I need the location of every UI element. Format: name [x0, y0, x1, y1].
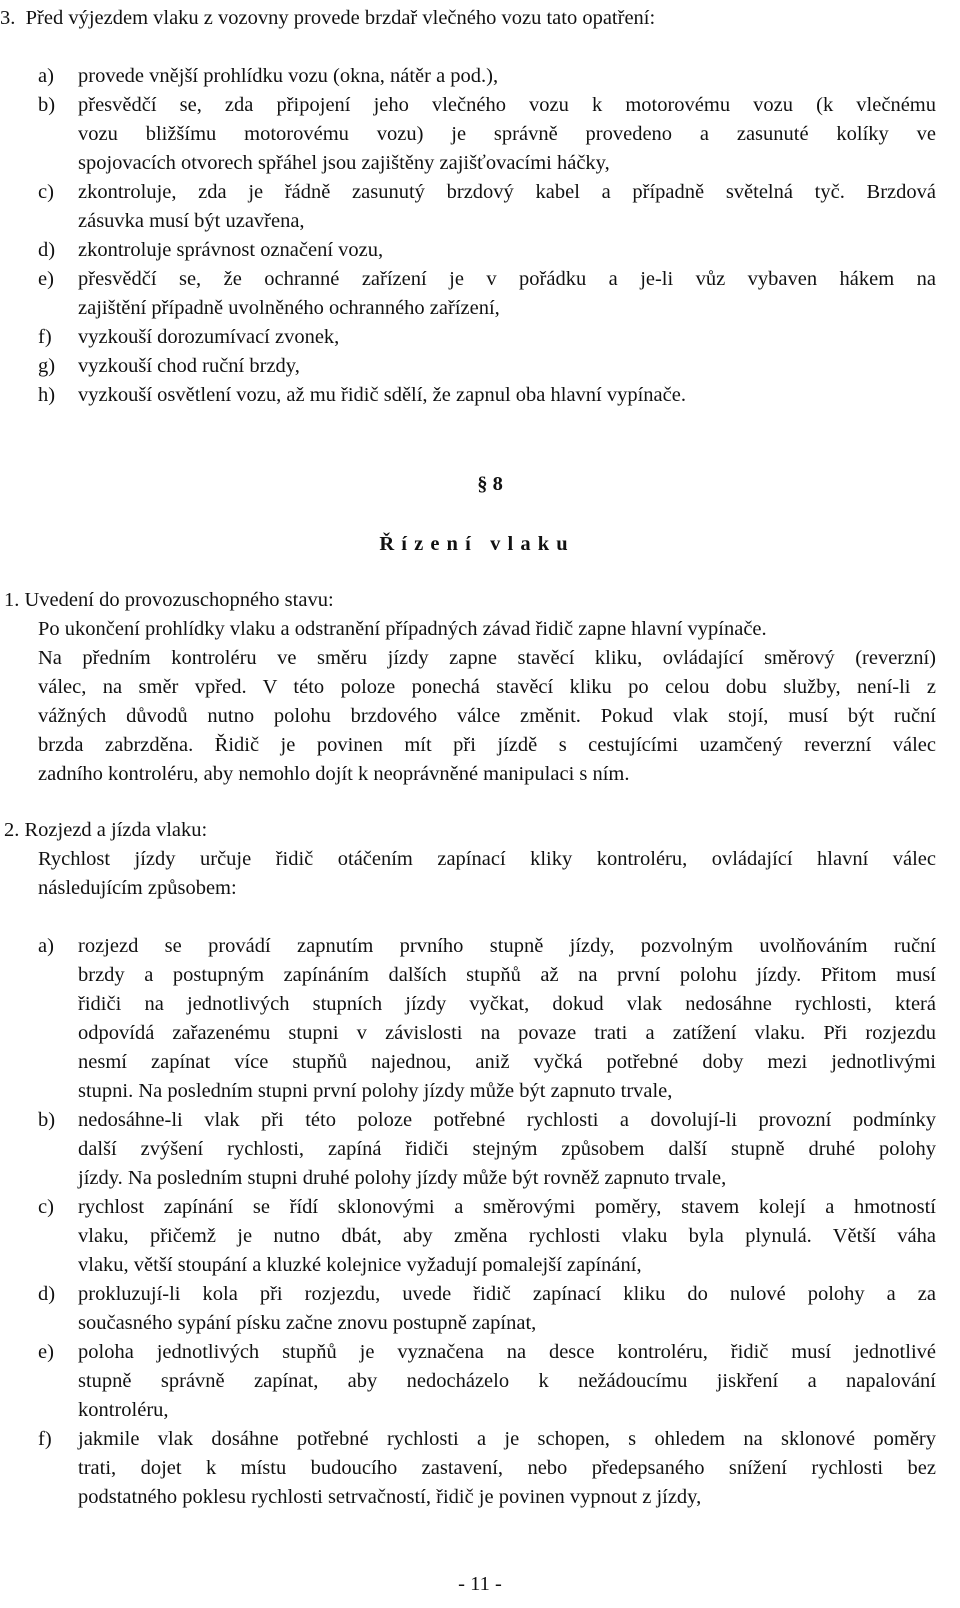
point-1-heading: 1. Uvedení do provozuschopného stavu:: [4, 589, 334, 611]
point-1: 1. Uvedení do provozuschopného stavu: Po ukončení prohlídky vlaku a odstranění případných závad řidič zapne hlavní vypínače. Na předním kontroléru ve směru jízdy zapne stavěcí kliku, ovládající směrový (reverzní) válec, na směr vpřed. V této poloze ponechá stavěcí kliku po celou dobu služby, není-li z vážných důvodů nutno polohu brzdového válce změnit. Pokud vlak stojí, musí být ruční brzda zabrzděna. Řidič je povinen mít při jízdě s cestujícími uzamčený reverzní válec zadního kontroléru, aby nemohlo dojít k neoprávněné manipulaci s ním.: [0, 586, 936, 789]
section-3-number: 3.: [0, 7, 16, 29]
point-2-heading: 2. Rozjezd a jízda vlaku:: [4, 819, 208, 841]
section-symbol: § 8: [477, 473, 503, 495]
section-3-intro: 3. Před výjezdem vlaku z vozovny provede brzdař vlečného vozu tato opatření:: [0, 7, 656, 29]
point-2: 2. Rozjezd a jízda vlaku: Rychlost jízdy určuje řidič otáčením zapínací kliky kontroléru, ovládající hlavní válec následujícím způsobem:: [0, 816, 936, 903]
page-number: - 11 -: [458, 1573, 502, 1595]
document-page: 3. Před výjezdem vlaku z vozovny provede brzdař vlečného vozu tato opatření: a) provede vnější prohlídku vozu (okna, nátěr a pod.), b) přesvědčí se, zda připojení jeho vlečného vozu k motorovému vozu (k vlečnému vozu bližšímu motorovému vozu) je správně provedeno a zasunuté kolíky ve spojovacích otvorech spřáhel jsou zajištěny zajišťovacími háčky, c) zkontroluje, zda je řádně zasunutý brzdový kabel a případně světelná tyč. Brzdová zásuvka musí být uzavřena, d) zkontroluje správnost označení vozu, e) přesvědčí se, že ochranné zařízení je v pořádku a je-li vůz vybaven hákem na zajištění případně uvolněného ochranného zařízení, f) vyzkouší dorozumívací zvonek, g) vyzkouší chod ruční brzdy, h) vyzkouší osvětlení vozu, až mu řidič sdělí, že zapnul oba hlavní vypínače. § 8 Ř í z e n í v l a k u 1. Uvedení do provozuschopného stavu: Po ukončení prohlídky vlaku a odstranění případných závad řidič zapne hlavní vypínače. Na předním kontroléru ve směru jízdy zapne stavěcí kliku, ovládající směrový (reverzní) válec, na směr vpřed. V této poloze ponechá stavěcí kliku po celou dobu služby, není-li z vážných důvodů nutno polohu brzdového válce změnit. Pokud vlak stojí, musí být ruční brzda zabrzděna. Řidič je povinen mít při jízdě s cestujícími uzamčený reverzní válec zadního kontroléru, aby nemohlo dojít k neoprávněné manipulaci s ním. 2. Rozjezd a jízda vlaku: Rychlost jízdy určuje řidič otáčením zapínací kliky kontroléru, ovládající hlavní válec následujícím způsobem: a) rozjezd se provádí zapnutím prvního stupně jízdy, pozvolným uvolňováním ruční brzdy a postupným zapínáním dalších stupňů až na první polohu jízdy. Přitom musí řidiči na jednotlivých stupních jízdy vyčkat, dokud vlak nedosáhne rychlosti, která odpovídá zařazenému stupni v závislosti na povaze trati a zatížení vlaku. Při rozjezdu nesmí zapínat více stupňů najednou, aniž vyčká potřebné doby mezi jednotlivými stupni. Na posledním stupni první polohy jízdy může být zapnuto trvale, b) nedosáhne-li vlak při této poloze potřebné rychlosti a dovolují-li provozní podmínky další zvýšení rychlosti, zapíná řidiči stejným způsobem další stupně druhé polohy jízdy. Na posledním stupni druhé polohy jízdy může být rovněž zapnuto trvale, c) rychlost zapínání se řídí sklonovými a směrovými poměry, stavem kolejí a hmotností vlaku, přičemž je nutno dbát, aby změna rychlosti vlaku byla plynulá. Větší váha vlaku, větší stoupání a kluzké kolejnice vyžadují pomalejší zapínání, d) prokluzují-li kola při rozjezdu, uvede řidič zapínací kliku do nulové polohy a za současného sypání písku začne znovu postupně zapínat, e) poloha jednotlivých stupňů je vyznačena na desce kontroléru, řidič musí jednotlivé stupně správně zapínat, aby nedocházelo k nežádoucímu jiskření a napalování kontroléru, f) jakmile vlak dosáhne potřebné rychlosti a je schopen, s ohledem na sklonové poměry trati, dojet k místu budoucího zastavení, nebo předepsaného snížení rychlosti bez podstatného poklesu rychlosti setrvačností, řidič je povinen vypnout z jízdy, - 11 -: [0, 0, 960, 1608]
section-title: Ř í z e n í v l a k u: [379, 533, 569, 555]
